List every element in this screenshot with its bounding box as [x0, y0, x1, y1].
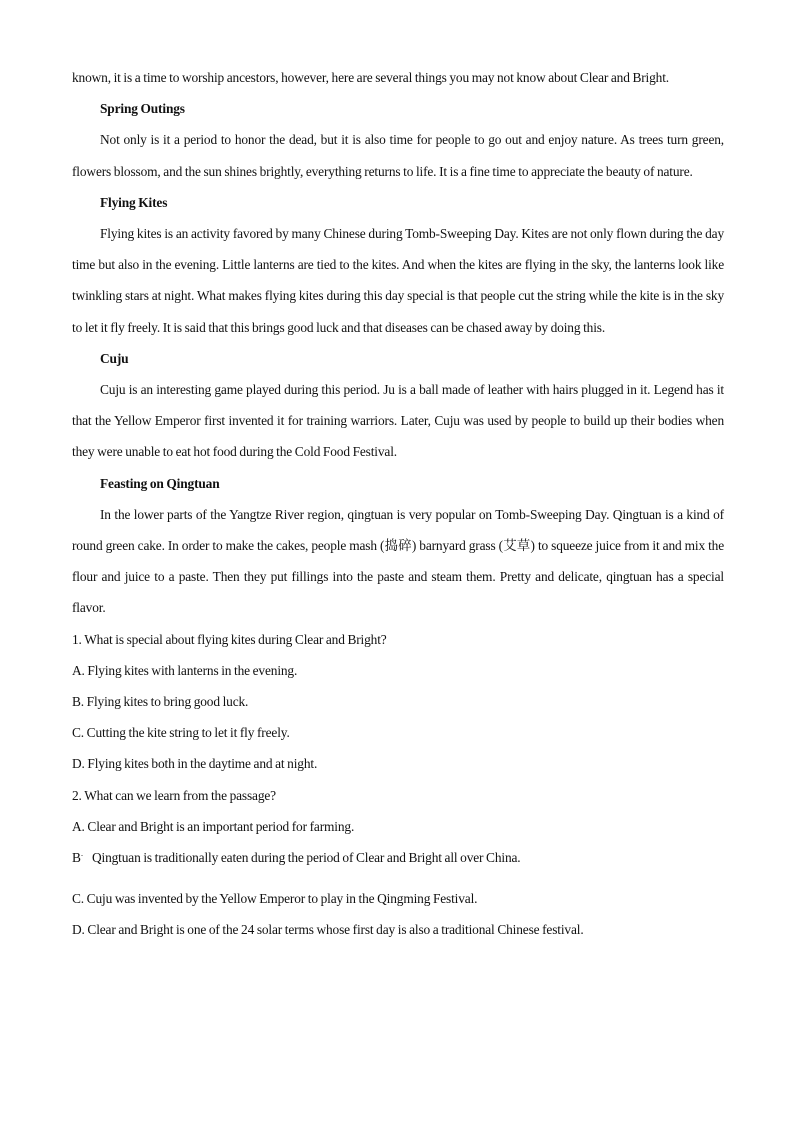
section-body-flying-kites: Flying kites is an activity favored by many Chinese during Tomb-Sweeping Day. Kites are not only flown during the day time but also in the evening. Little lanterns are tied to the kites. And when the kites are flying in the sky, the lanterns look like twinkling stars at night. What makes flying kites during this day special is that people cut the string while the kite is in the sky to let it fly freely. It is said that this brings good luck and that diseases can be chased away by doing this. — [72, 226, 724, 335]
section-body-qingtuan: In the lower parts of the Yangtze River region, qingtuan is very popular on Tomb-Sweeping Day. Qingtuan is a kind of round green cake. In order to make the cakes, people mash (捣碎) barnyard grass (艾草) to squeeze juice from it and mix the flour and juice to a paste. Then they put fillings into the paste and steam them. Pretty and delicate, qingtuan has a special flavor. — [72, 506, 724, 616]
section-heading-cuju: Cuju — [100, 350, 129, 366]
option-b-label — [72, 842, 92, 873]
section-body-spring-outings: Not only is it a period to honor the dead, but it is also time for people to go out and enjoy nature. As trees turn green, flowers blossom, and the sun shines brightly, everything returns to life. It is a fine time to appreciate the beauty of nature. — [72, 132, 724, 179]
question-1-option-d: D. Flying kites both in the daytime and at night. — [72, 756, 318, 772]
section-heading-spring-outings: Spring Outings — [100, 101, 185, 117]
question-2-stem: 2. What can we learn from the passage? — [72, 787, 276, 803]
option-b-letter: B — [72, 850, 81, 866]
page-content — [72, 62, 724, 946]
question-2-option-b — [72, 842, 724, 873]
question-1-option-b: B. Flying kites to bring good luck. — [72, 694, 249, 710]
question-1-option-a: A. Flying kites with lanterns in the evening. — [72, 662, 298, 678]
section-heading-qingtuan: Feasting on Qingtuan — [100, 475, 220, 491]
question-1-stem: 1. What is special about flying kites during Clear and Bright? — [72, 631, 387, 647]
spacer — [72, 873, 724, 883]
question-2-option-d: D. Clear and Bright is one of the 24 solar terms whose first day is also a traditional Chinese festival. — [72, 922, 584, 938]
question-2-option-a: A. Clear and Bright is an important period for farming. — [72, 818, 355, 834]
section-heading-flying-kites: Flying Kites — [100, 194, 168, 210]
section-body-cuju: Cuju is an interesting game played during this period. Ju is a ball made of leather with hairs plugged in it. Legend has it that the Yellow Emperor first invented it for training warriors. Later, Cuju was used by people to build up their bodies when they were unable to eat hot food during the Cold Food Festival. — [72, 382, 724, 460]
question-1-option-c: C. Cutting the kite string to let it fly freely. — [72, 725, 290, 741]
passage-intro: known, it is a time to worship ancestors, however, here are several things you may not know about Clear and Bright. — [72, 70, 669, 85]
option-b-text: Qingtuan is traditionally eaten during the period of Clear and Bright all over China. — [92, 850, 521, 866]
question-2-option-c: C. Cuju was invented by the Yellow Emperor to play in the Qingming Festival. — [72, 891, 478, 907]
option-b-dot: . — [81, 849, 83, 859]
